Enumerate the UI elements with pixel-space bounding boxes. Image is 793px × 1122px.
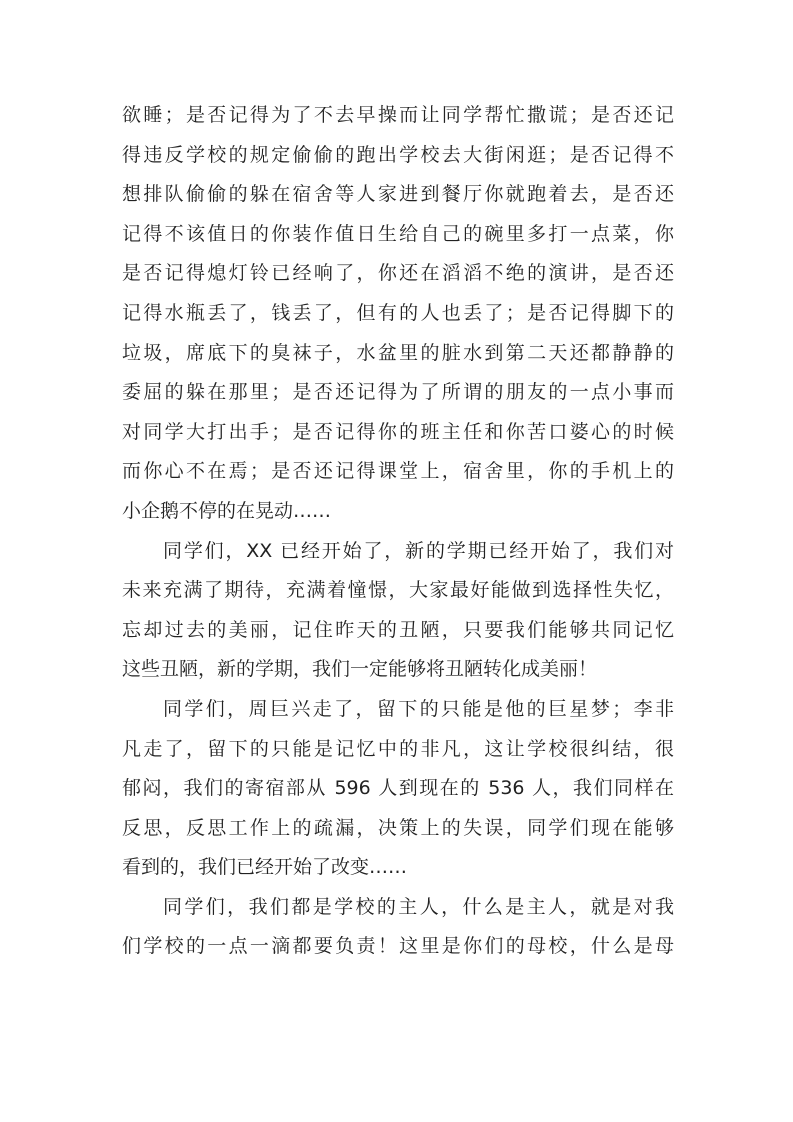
text-line: 看到的，我们已经开始了改变……: [122, 856, 408, 879]
text-line: 垃圾，席底下的臭袜子，水盆里的脏水到第二天还都静静的: [122, 341, 674, 364]
text-line: 小企鹅不停的在晃动……: [122, 499, 332, 522]
text-line: 对同学大打出手；是否记得你的班主任和你苦口婆心的时候: [122, 420, 674, 443]
text-line: 而你心不在焉；是否还记得课堂上，宿舍里，你的手机上的: [122, 460, 674, 483]
text-line: 记得水瓶丢了，钱丢了，但有的人也丢了；是否记得脚下的: [122, 301, 674, 324]
text-line: 这些丑陋，新的学期，我们一定能够将丑陋转化成美丽！: [122, 658, 598, 681]
text-line: 得违反学校的规定偷偷的跑出学校去大街闲逛；是否记得不: [122, 143, 674, 166]
text-line: 是否记得熄灯铃已经响了，你还在滔滔不绝的演讲，是否还: [122, 262, 674, 285]
text-line: 忘却过去的美丽，记住昨天的丑陋，只要我们能够共同记忆: [122, 618, 674, 641]
text-line: 反思，反思工作上的疏漏，决策上的失误，同学们现在能够: [122, 816, 674, 839]
text-line: 想排队偷偷的躲在宿舍等人家进到餐厅你就跑着去，是否还: [122, 183, 674, 206]
text-line: 们学校的一点一滴都要负责！这里是你们的母校，什么是母: [122, 935, 674, 958]
body-text: [122, 96, 674, 967]
text-line: 同学们，周巨兴走了，留下的只能是他的巨星梦；李非: [163, 697, 674, 720]
text-line: 记得不该值日的你装作值日生给自己的碗里多打一点菜，你: [122, 222, 674, 245]
text-line: 郁闷，我们的寄宿部从 596 人到现在的 536 人，我们同样在: [122, 777, 674, 800]
text-line: 委屈的躲在那里；是否还记得为了所谓的朋友的一点小事而: [122, 381, 674, 404]
text-line: 同学们，我们都是学校的主人，什么是主人，就是对我: [163, 895, 674, 918]
text-line: 欲睡；是否记得为了不去早操而让同学帮忙撒谎；是否还记: [122, 104, 674, 126]
text-line: 未来充满了期待，充满着憧憬，大家最好能做到选择性失忆，: [122, 579, 674, 602]
text-line: 同学们，XX 已经开始了，新的学期已经开始了，我们对: [163, 539, 674, 562]
text-line: 凡走了，留下的只能是记忆中的非凡，这让学校很纠结，很: [122, 737, 674, 760]
